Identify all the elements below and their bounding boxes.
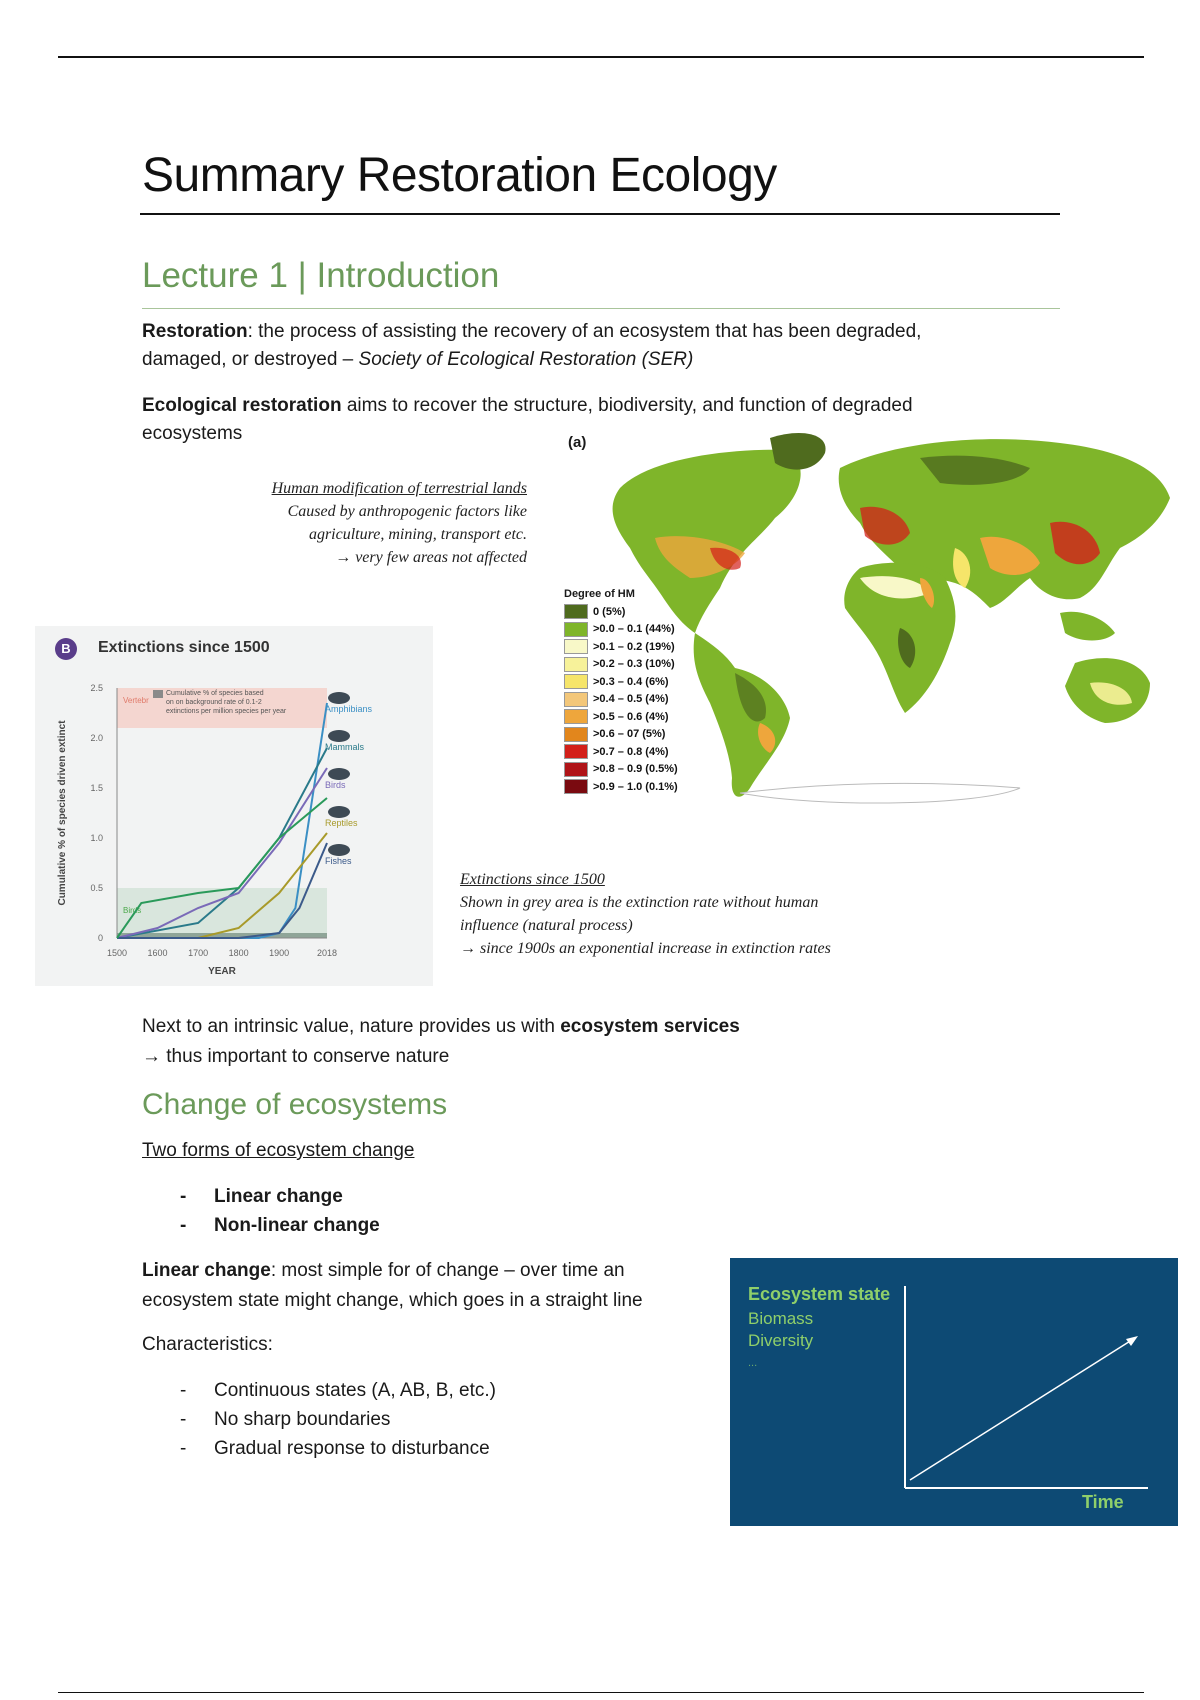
legend-swatch bbox=[564, 604, 588, 619]
page-title: Summary Restoration Ecology bbox=[142, 149, 777, 202]
restoration-definition: Restoration: the process of assisting the recovery of an ecosystem that has been degraded, damaged, or destroyed – Society of Ecological Restoration (SER) bbox=[142, 321, 922, 370]
background-note-line: Cumulative % of species based bbox=[166, 690, 264, 697]
legend-entry bbox=[564, 708, 678, 726]
chart-badge: B bbox=[55, 638, 77, 660]
linear-change-diagram bbox=[730, 1258, 1178, 1526]
extinction-chart bbox=[35, 626, 433, 986]
legend-label: >0.2 – 0.3 (10%) bbox=[593, 658, 675, 671]
legend-label: >0.1 – 0.2 (19%) bbox=[593, 640, 675, 653]
ser-source: Society of Ecological Restoration (SER) bbox=[358, 349, 694, 370]
extinction-caption: Extinctions since 1500 Shown in grey area is the extinction rate without human influence (natural process) → since 1900s an exponential increase in extinction rates bbox=[460, 871, 831, 957]
characteristics-list bbox=[142, 1376, 662, 1463]
series-label-mammals: Mammals bbox=[325, 742, 365, 752]
list-item: - Gradual response to disturbance bbox=[142, 1434, 662, 1463]
greenland-shape bbox=[770, 433, 826, 470]
linear-change-term: Linear change bbox=[142, 1260, 271, 1281]
legend-entry bbox=[564, 761, 678, 779]
ecosystem-services-term: ecosystem services bbox=[560, 1016, 740, 1037]
linear-trend-line bbox=[910, 1338, 1135, 1480]
animal-icon-reptiles bbox=[328, 806, 350, 818]
y-axis-label: Cumulative % of species driven extinct bbox=[57, 720, 68, 906]
legend-swatch bbox=[564, 622, 588, 637]
series-label-amphibians: Amphibians bbox=[325, 704, 373, 714]
legend-label: >0.5 – 0.6 (4%) bbox=[593, 710, 669, 723]
ecological-restoration-text: Ecological restoration aims to recover the structure, biodiversity, and function of degraded ecosystems bbox=[142, 395, 913, 444]
legend-entry bbox=[564, 691, 678, 709]
change-forms-list bbox=[142, 1182, 642, 1240]
list-item: - Non-linear change bbox=[142, 1211, 642, 1240]
legend-entry bbox=[564, 621, 678, 639]
legend-label: >0.3 – 0.4 (6%) bbox=[593, 675, 669, 688]
list-item: - Continuous states (A, AB, B, etc.) bbox=[142, 1376, 662, 1405]
birds-zone-label: Birds bbox=[123, 906, 142, 915]
lecture-heading-rule bbox=[142, 308, 1060, 309]
map-panel-label: (a) bbox=[568, 434, 587, 451]
legend-swatch bbox=[564, 762, 588, 777]
characteristics-label: Characteristics: bbox=[142, 1334, 273, 1355]
legend-label: >0.6 – 07 (5%) bbox=[593, 728, 666, 741]
extinction-chart-panel bbox=[35, 626, 433, 986]
animal-icon-amphibians bbox=[328, 692, 350, 704]
legend-label: >0.0 – 0.1 (44%) bbox=[593, 623, 675, 636]
map-legend bbox=[564, 588, 678, 796]
animal-icon-birds bbox=[328, 768, 350, 780]
linear-change-text: Linear change: most simple for of change – over time an ecosystem state might change, which goes in a straight line bbox=[142, 1260, 643, 1311]
vertebrates-zone-label: Vertebr bbox=[123, 696, 149, 705]
y-tick-label: 0.5 bbox=[90, 883, 103, 893]
legend-swatch bbox=[564, 744, 588, 759]
background-note-line: extinctions per million species per year bbox=[166, 708, 287, 715]
legend-entry bbox=[564, 638, 678, 656]
legend-swatch bbox=[564, 692, 588, 707]
map-caption: Human modification of terrestrial lands Caused by anthropogenic factors like agriculture, mining, transport etc. → very few areas not affected bbox=[271, 480, 527, 566]
legend-swatch bbox=[564, 674, 588, 689]
legend-label: >0.9 – 1.0 (0.1%) bbox=[593, 780, 678, 793]
x-tick-label: 1800 bbox=[228, 948, 249, 958]
series-label-fishes: Fishes bbox=[325, 856, 352, 866]
y-tick-label: 0 bbox=[97, 933, 103, 943]
chart-title: Extinctions since 1500 bbox=[98, 639, 270, 656]
y-tick-label: 1.5 bbox=[90, 783, 103, 793]
eco-restoration-term: Ecological restoration bbox=[142, 395, 342, 416]
legend-label: >0.8 – 0.9 (0.5%) bbox=[593, 763, 678, 776]
series-label-reptiles: Reptiles bbox=[325, 818, 358, 828]
legend-label: 0 (5%) bbox=[593, 605, 626, 618]
list-item: - Linear change bbox=[142, 1182, 642, 1211]
x-tick-label: 1700 bbox=[188, 948, 209, 958]
diagram-axes bbox=[730, 1258, 1178, 1526]
diagram-items: Biomass Diversity ... bbox=[748, 1309, 814, 1369]
top-rule bbox=[58, 56, 1144, 58]
x-tick-label: 1500 bbox=[106, 948, 128, 958]
diagram-ylabel: Ecosystem state bbox=[748, 1284, 891, 1304]
antarctica-shape bbox=[740, 783, 1020, 803]
note-swatch bbox=[153, 690, 163, 698]
ecosystem-services-text: Next to an intrinsic value, nature provides us with ecosystem services → thus important to conserve nature bbox=[142, 1016, 740, 1067]
background-note-line: on on background rate of 0.1-2 bbox=[166, 699, 262, 706]
x-tick-label: 1600 bbox=[147, 948, 168, 958]
legend-swatch bbox=[564, 779, 588, 794]
y-tick-label: 2.0 bbox=[90, 733, 103, 743]
y-tick-label: 2.5 bbox=[90, 683, 103, 693]
legend-entry bbox=[564, 603, 678, 621]
x-tick-label: 2018 bbox=[316, 948, 338, 958]
human-modification-map bbox=[560, 428, 1180, 808]
restoration-term: Restoration bbox=[142, 321, 248, 342]
x-tick-label: 1900 bbox=[269, 948, 290, 958]
series-label-birds: Birds bbox=[325, 780, 346, 790]
legend-entry bbox=[564, 778, 678, 796]
x-axis-label: YEAR bbox=[208, 966, 236, 977]
animal-icon-fishes bbox=[328, 844, 350, 856]
change-subheading: Two forms of ecosystem change bbox=[142, 1140, 415, 1161]
legend-label: >0.4 – 0.5 (4%) bbox=[593, 693, 669, 706]
legend-entry bbox=[564, 726, 678, 744]
legend-swatch bbox=[564, 727, 588, 742]
title-underline bbox=[140, 213, 1060, 215]
list-item: - No sharp boundaries bbox=[142, 1405, 662, 1434]
legend-entry bbox=[564, 743, 678, 761]
legend-entry bbox=[564, 673, 678, 691]
legend-label: >0.7 – 0.8 (4%) bbox=[593, 745, 669, 758]
trend-arrowhead bbox=[1126, 1336, 1138, 1346]
legend-entry bbox=[564, 656, 678, 674]
bottom-rule bbox=[58, 1692, 1144, 1693]
map-legend-title: Degree of HM bbox=[564, 588, 635, 600]
diagram-xlabel: Time bbox=[1082, 1492, 1124, 1512]
change-heading: Change of ecosystems bbox=[142, 1088, 448, 1121]
legend-swatch bbox=[564, 639, 588, 654]
animal-icon-mammals bbox=[328, 730, 350, 742]
y-tick-label: 1.0 bbox=[90, 833, 103, 843]
lecture-heading: Lecture 1 | Introduction bbox=[142, 256, 500, 295]
legend-swatch bbox=[564, 709, 588, 724]
south-america-shape bbox=[694, 633, 790, 797]
legend-swatch bbox=[564, 657, 588, 672]
